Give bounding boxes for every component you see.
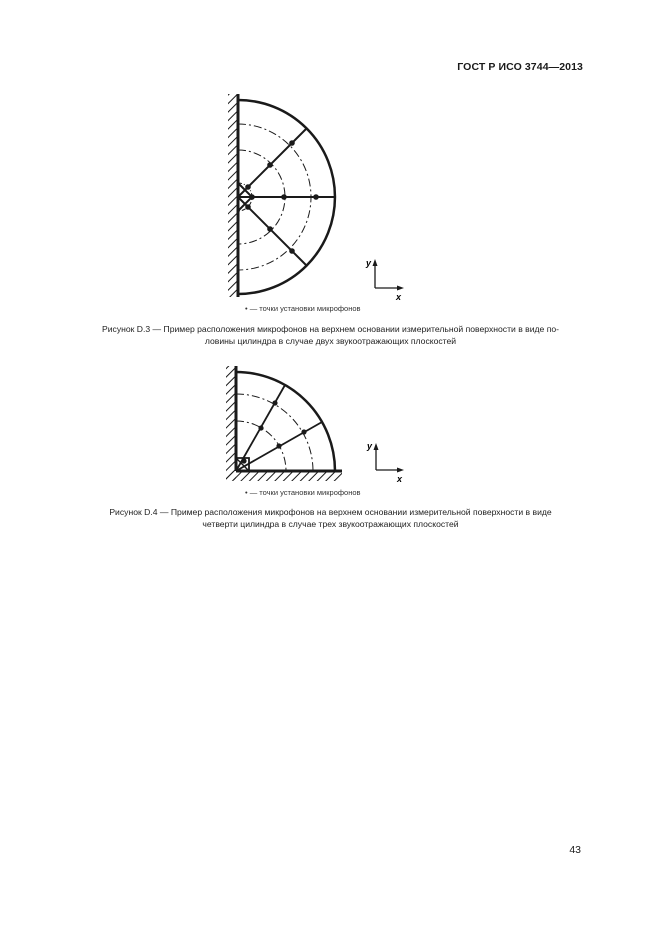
- axis-y-arrow: [373, 259, 378, 266]
- mic-point: [245, 204, 251, 210]
- figure-d3-caption-line1: Рисунок D.3 — Пример расположения микрофонов на верхнем основании измерительной поверхности в виде по-: [101, 324, 559, 334]
- mic-point: [313, 194, 319, 200]
- axis-y-arrow: [374, 443, 379, 450]
- figure-d3-caption-line2: ловины цилиндра в случае двух звукоотражающих плоскостей: [204, 336, 457, 346]
- figure-d3-legend: • — точки установки микрофонов: [245, 304, 361, 313]
- figure-d3-diagram: [0, 88, 661, 303]
- mic-point: [267, 226, 273, 232]
- mic-point: [249, 194, 255, 200]
- mic-point: [281, 194, 287, 200]
- mic-point: [258, 425, 263, 430]
- page-number: 43: [569, 844, 581, 856]
- axis-y-label: y: [367, 441, 373, 451]
- mic-point: [272, 400, 277, 405]
- outer-arc: [236, 372, 335, 471]
- axis-x-label: x: [397, 474, 403, 484]
- figure-d4-legend: • — точки установки микрофонов: [245, 488, 361, 497]
- figure-d4-caption: [40, 506, 621, 530]
- mic-point: [267, 162, 273, 168]
- figure-d4-caption-line1: Рисунок D.4 — Пример расположения микрофонов на верхнем основании измерительной поверхности в виде: [109, 507, 552, 517]
- mic-point: [245, 184, 251, 190]
- axis-x-arrow: [397, 468, 404, 473]
- mic-point: [276, 443, 281, 448]
- microphone-points: [241, 400, 306, 463]
- mic-point: [289, 140, 295, 146]
- mic-point: [301, 429, 306, 434]
- axis-y-label: y: [366, 258, 372, 268]
- figure-d4-caption-line2: четверти цилиндра в случае трех звукоотражающих плоскостей: [202, 519, 459, 529]
- axis-x-label: x: [396, 292, 402, 302]
- figure-d4-diagram: [0, 362, 661, 484]
- mic-point: [241, 458, 246, 463]
- standard-code: ГОСТ Р ИСО 3744—2013: [457, 61, 583, 73]
- axis-x-arrow: [397, 286, 404, 291]
- figure-d3-caption: [40, 323, 621, 347]
- mic-point: [289, 248, 295, 254]
